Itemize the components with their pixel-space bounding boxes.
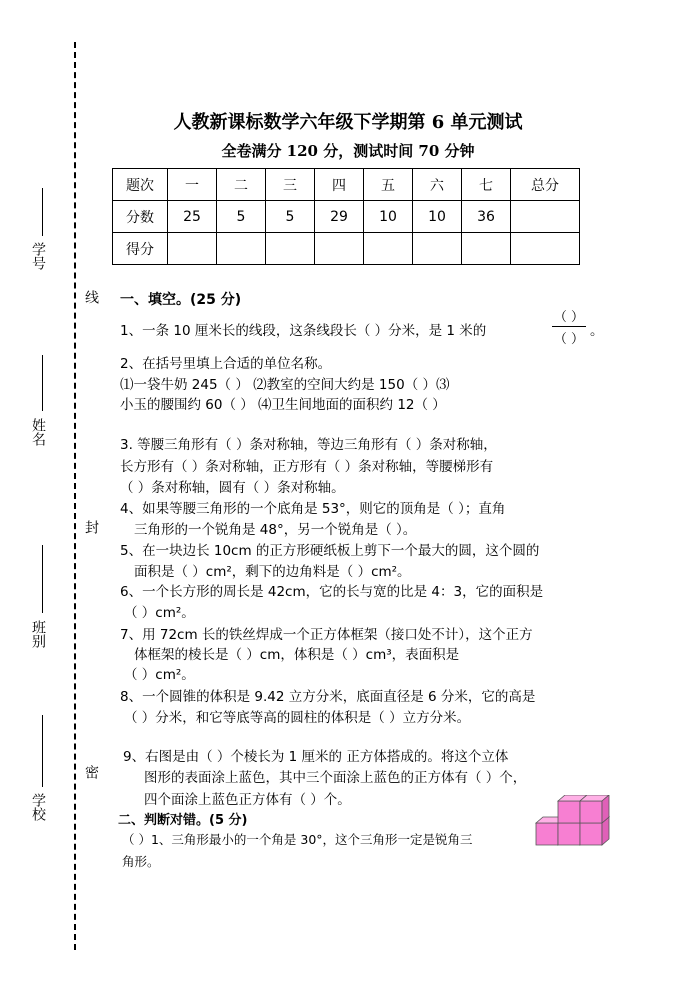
page-subtitle: 全卷满分 120 分，测试时间 70 分钟 [221,142,475,160]
col-3: 三 [266,169,315,201]
q5-line1: 5、在一块边长 10cm 的正方形硬纸板上剪下一个最大的圆，这个圆的 [120,543,540,559]
points-cell: 10 [364,201,413,233]
points-cell: 5 [266,201,315,233]
q3-line3: （ ）条对称轴，圆有（ ）条对称轴。 [120,480,345,496]
points-cell: 10 [413,201,462,233]
cube-face [580,801,602,823]
score-cell[interactable] [364,233,413,265]
score-cell[interactable] [462,233,511,265]
cube-face [536,823,558,845]
col-2: 二 [217,169,266,201]
name-label: 姓名 [30,418,46,446]
q5-line2: 面积是（ ）cm²，剩下的边角料是（ ）cm²。 [134,564,411,580]
q2-items-a: ⑴一袋牛奶 245（ ） ⑵教室的空间大约是 150（ ）⑶ [120,377,450,393]
class-label: 班别 [30,620,46,648]
score-cell[interactable] [511,233,580,265]
q8-line2: （ ）分米，和它等底等高的圆柱的体积是（ ）立方分米。 [124,710,471,726]
q2-line: 2、在括号里填上合适的单位名称。 [120,356,332,372]
j1-line2: 角形。 [122,854,160,869]
name-field[interactable] [42,355,43,411]
seal-word-feng: 封 [83,520,99,534]
fraction-denominator: （ ） [553,332,585,347]
q7-line1: 7、用 72cm 长的铁丝焊成一个正方体框架（接口处不计），这个正方 [120,627,533,643]
points-cell: 29 [315,201,364,233]
cube-face [580,823,602,845]
q6-line1: 6、一个长方形的周长是 42cm，它的长与宽的比是 4：3，它的面积是 [120,584,544,600]
points-cell: 25 [168,201,217,233]
q6-line2: （ ）cm²。 [124,605,195,621]
q1-line: 1、一条 10 厘米长的线段，这条线段长（ ）分米，是 1 米的 [120,323,487,339]
q1-fraction [552,306,586,347]
class-field[interactable] [42,545,43,613]
cube-face [558,823,580,845]
q4-line2: 三角形的一个锐角是 48°，另一个锐角是（ ）。 [134,522,417,538]
binding-dash-line [74,42,76,950]
q9-line3: 四个面涂上蓝色正方体有（ ）个。 [144,792,351,808]
score-cell[interactable] [266,233,315,265]
section2-heading: 二、判断对错。(5 分) [118,813,248,828]
q4-line1: 4、如果等腰三角形的一个底角是 53°，则它的顶角是（ ）；直角 [120,501,506,517]
q1-end: 。 [590,323,604,339]
score-cell[interactable] [413,233,462,265]
fraction-numerator: （ ） [553,310,585,325]
score-cell[interactable] [315,233,364,265]
points-cell: 36 [462,201,511,233]
q9-line1: 9、右图是由（ ）个棱长为 1 厘米的 正方体搭成的。将这个立体 [123,749,509,765]
cube-figure [534,795,614,847]
student-id-field[interactable] [42,188,43,236]
student-id-label: 学号 [30,242,46,270]
row-label-item: 题次 [113,169,168,201]
cube-face [558,801,580,823]
points-cell: 5 [217,201,266,233]
col-6: 六 [413,169,462,201]
q3-line2: 长方形有（ ）条对称轴，正方形有（ ）条对称轴，等腰梯形有 [120,459,494,475]
col-4: 四 [315,169,364,201]
score-table [112,168,580,265]
col-1: 一 [168,169,217,201]
seal-word-mi: 密 [83,765,99,779]
page-title: 人教新课标数学六年级下学期第 6 单元测试 [173,112,523,133]
q9-line2: 图形的表面涂上蓝色，其中三个面涂上蓝色的正方体有（ ）个， [144,770,527,786]
q7-line2: 体框架的棱长是（ ）cm，体积是（ ）cm³，表面积是 [134,647,460,663]
row-label-points: 分数 [113,201,168,233]
fraction-bar [552,326,586,327]
q7-line3: （ ）cm²。 [124,667,195,683]
col-7: 七 [462,169,511,201]
score-cell[interactable] [168,233,217,265]
col-total: 总分 [511,169,580,201]
j1-line1: （ ）1、三角形最小的一个角是 30°，这个三角形一定是锐角三 [122,832,473,847]
section1-heading: 一、填空。(25 分) [120,292,242,308]
school-label: 学校 [30,793,46,821]
row-label-score: 得分 [113,233,168,265]
q2-items-b: 小玉的腰围约 60（ ） ⑷卫生间地面的面积约 12（ ） [120,397,446,413]
school-field[interactable] [42,715,43,787]
q3-line1: 3. 等腰三角形有（ ）条对称轴，等边三角形有（ ）条对称轴， [120,437,497,453]
points-cell [511,201,580,233]
score-cell[interactable] [217,233,266,265]
q8-line1: 8、一个圆锥的体积是 9.42 立方分米，底面直径是 6 分米，它的高是 [120,689,536,705]
seal-word-xian: 线 [83,290,99,304]
col-5: 五 [364,169,413,201]
